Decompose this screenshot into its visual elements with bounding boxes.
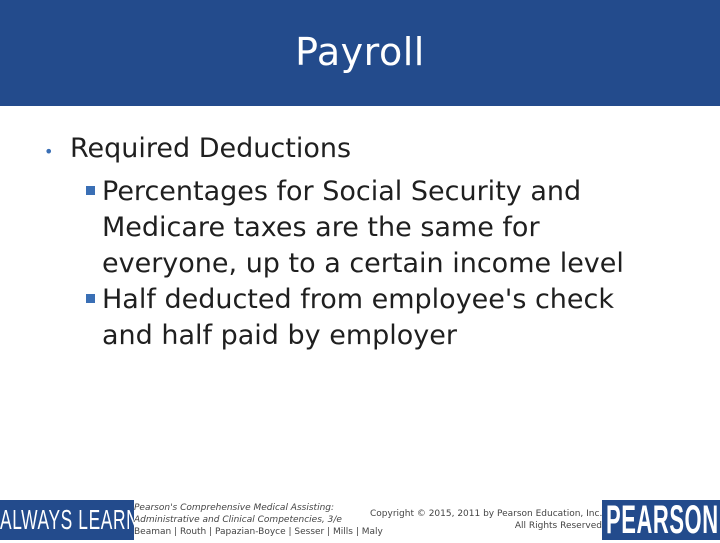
always-learning-logo [0,500,173,540]
copyright-notice [370,508,602,532]
book-citation [134,502,383,538]
sub-bullet-text: Percentages for Social Security and Medicare taxes are the same for everyone, up to a certain income level [102,176,624,279]
pearson-logo-text: PEARSON [606,498,719,542]
book-title-line2: Administrative and Clinical Competencies, 3/e [134,515,342,525]
pearson-logo [602,500,720,540]
bullet-dot-icon: • [44,142,54,161]
rights-text: All Rights Reserved [514,521,602,531]
copyright-text: Copyright © 2015, 2011 by Pearson Education, Inc. [370,509,603,519]
book-title-line1: Pearson's Comprehensive Medical Assisting: [134,503,335,513]
bullet-text: Required Deductions [70,133,352,164]
slide-title: Payroll [295,30,425,74]
sub-bullet-text: Half deducted from employee's check and half paid by employer [102,284,615,351]
square-bullet-icon [86,294,95,303]
always-learning-text: ALWAYS LEARNING [0,504,173,535]
book-authors: Beaman | Routh | Papazian-Boyce | Sesser | Mills | Maly [134,527,383,537]
square-bullet-icon [86,186,95,195]
